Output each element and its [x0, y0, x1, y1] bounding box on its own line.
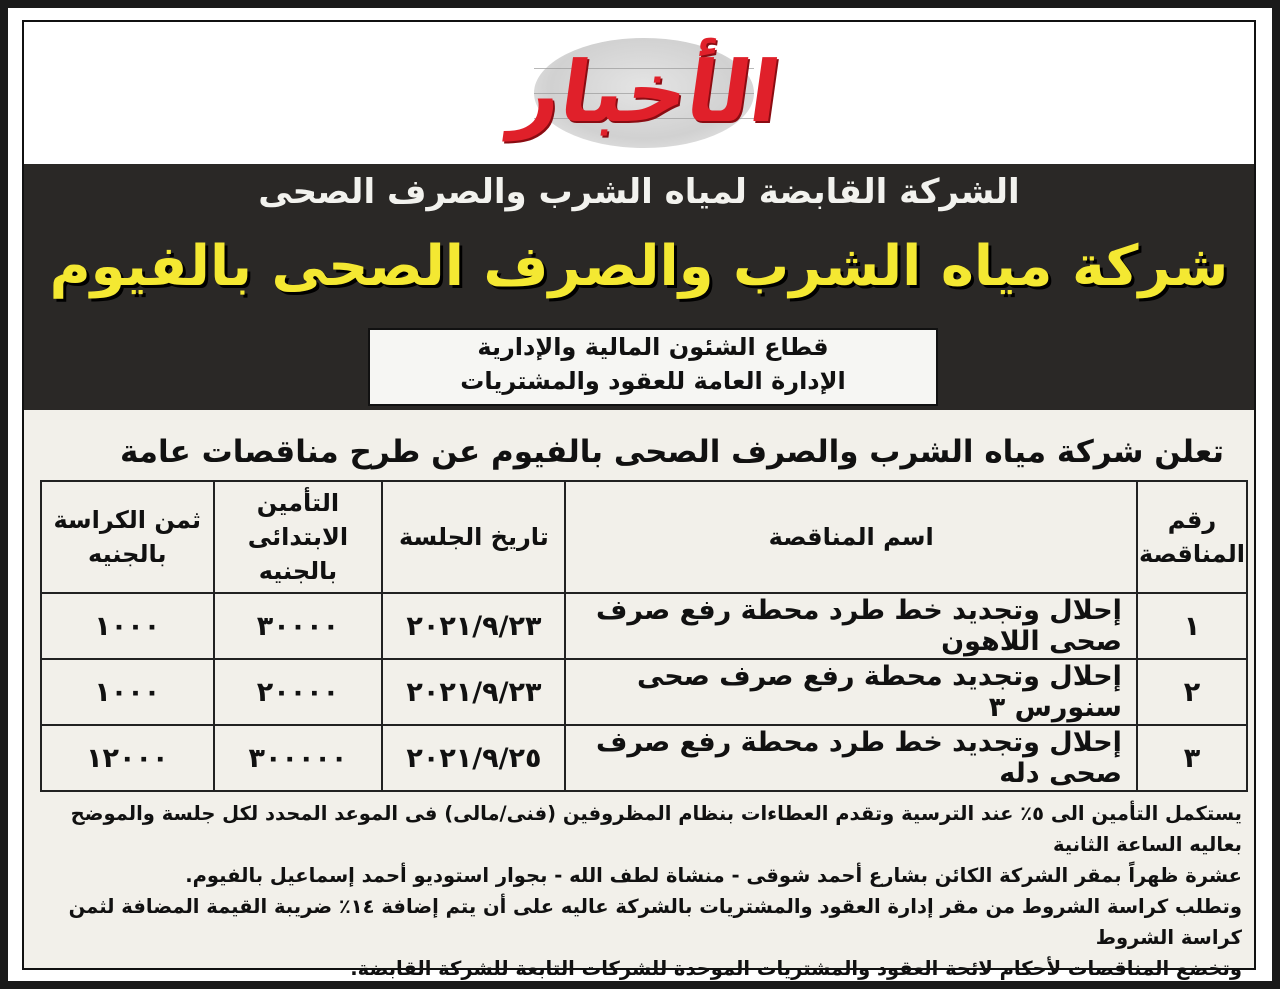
initial-deposit: ٣٠٠٠٠ — [214, 593, 383, 659]
table-row — [41, 593, 1247, 659]
tender-number: ٢ — [1137, 659, 1247, 725]
session-date: ٢٠٢١/٩/٢٣ — [382, 659, 565, 725]
tender-name: إحلال وتجديد خط طرد محطة رفع صرف صحى دله — [565, 725, 1136, 791]
masthead — [24, 22, 1254, 164]
tender-number: ٣ — [1137, 725, 1247, 791]
newspaper-logo — [504, 28, 788, 160]
logo-text: الأخبار — [505, 43, 787, 141]
header-number: رقم المناقصة — [1137, 481, 1247, 593]
terms-notes — [42, 798, 1242, 984]
holding-company-title: الشركة القابضة لمياه الشرب والصرف الصحى — [258, 172, 1020, 212]
session-date: ٢٠٢١/٩/٢٥ — [382, 725, 565, 791]
note-line: وتخضع المناقصات لأحكام لائحة العقود والمشتريات الموحدة للشركات التابعة للشركة القابضة. — [350, 957, 1242, 980]
note-line: عشرة ظهراً بمقر الشركة الكائن بشارع أحمد شوقى - منشاة لطف الله - بجوار استوديو أحمد إسماعيل بالفيوم. — [185, 864, 1242, 887]
tender-name: إحلال وتجديد محطة رفع صرف صحى سنورس ٣ — [565, 659, 1136, 725]
booklet-price: ١٠٠٠ — [41, 593, 214, 659]
header-deposit: التأمين الابتدائى بالجنيه — [214, 481, 383, 593]
tender-number: ١ — [1137, 593, 1247, 659]
table-row — [41, 725, 1247, 791]
department-label: الإدارة العامة للعقود والمشتريات — [460, 367, 846, 395]
initial-deposit: ٣٠٠٠٠٠ — [214, 725, 383, 791]
department-box — [368, 328, 938, 406]
header-name: اسم المناقصة — [565, 481, 1136, 593]
tender-name: إحلال وتجديد خط طرد محطة رفع صرف صحى اللاهون — [565, 593, 1136, 659]
newspaper-clipping — [22, 20, 1256, 980]
session-date: ٢٠٢١/٩/٢٣ — [382, 593, 565, 659]
announcement-heading: تعلن شركة مياه الشرب والصرف الصحى بالفيوم عن طرح مناقصات عامة — [119, 434, 1224, 470]
sector-label: قطاع الشئون المالية والإدارية — [477, 333, 829, 361]
table-row — [41, 659, 1247, 725]
booklet-price: ١٢٠٠٠ — [41, 725, 214, 791]
header-price: ثمن الكراسة بالجنيه — [41, 481, 214, 593]
company-title: شركة مياه الشرب والصرف الصحى بالفيوم — [49, 234, 1229, 299]
initial-deposit: ٢٠٠٠٠ — [214, 659, 383, 725]
tenders-table — [40, 480, 1248, 792]
note-line: وتطلب كراسة الشروط من مقر إدارة العقود والمشتريات بالشركة عاليه على أن يتم إضافة ١٤٪ ضريبة القيمة المضافة لثمن كراسة الشروط — [68, 895, 1242, 949]
header-date: تاريخ الجلسة — [382, 481, 565, 593]
note-line: يستكمل التأمين الى ٥٪ عند الترسية وتقدم العطاءات بنظام المظروفين (فنى/مالى) فى الموعد المحدد لكل جلسة والموضح بعاليه الساعة الثانية — [70, 802, 1242, 856]
booklet-price: ١٠٠٠ — [41, 659, 214, 725]
table-header-row — [41, 481, 1247, 593]
